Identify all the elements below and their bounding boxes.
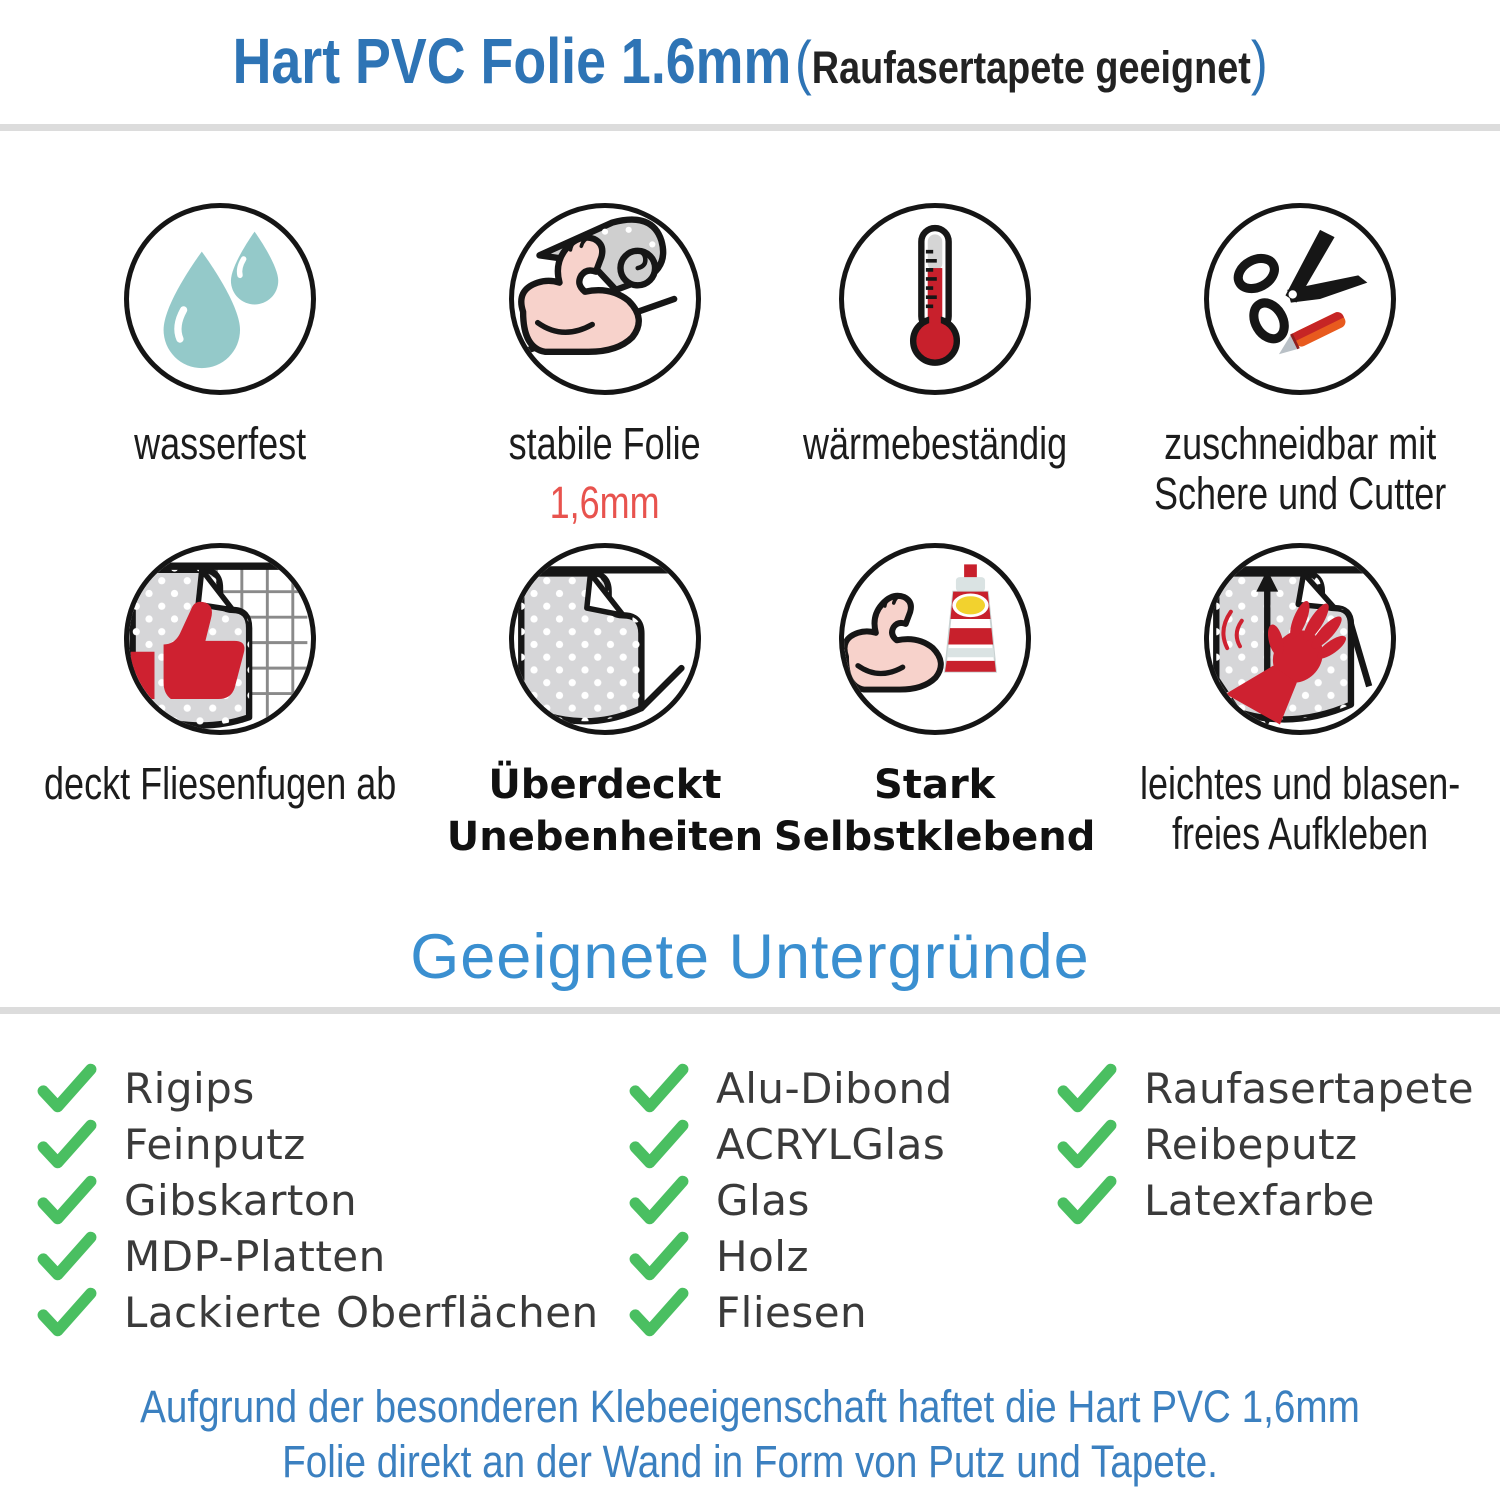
feature-label-line: Schere und Cutter bbox=[1153, 468, 1446, 520]
feature-label-line: Stark bbox=[874, 762, 996, 808]
footer-line: Aufgrund der besonderen Klebeeigenschaft haftet die Hart PVC 1,6mm bbox=[140, 1381, 1360, 1432]
feature-label bbox=[770, 419, 1100, 469]
paren-open: ( bbox=[794, 29, 812, 96]
feature-label-line: zuschneidbar mit bbox=[1163, 418, 1436, 469]
product-subtitle: Raufasertapete geeignet bbox=[811, 42, 1251, 93]
feature-label-line: Selbstklebend bbox=[773, 814, 1096, 860]
feature-label bbox=[1100, 419, 1500, 520]
feature-card-aufkleben bbox=[1100, 543, 1500, 863]
check-icon bbox=[36, 1062, 98, 1114]
substrate-item bbox=[628, 1228, 1056, 1284]
feature-icon-circle bbox=[1204, 543, 1396, 735]
header bbox=[0, 0, 1500, 98]
feature-icon-circle bbox=[839, 203, 1031, 395]
feature-card-stabile-folie bbox=[440, 203, 769, 543]
feature-card-unebenheiten bbox=[440, 543, 769, 863]
substrate-item bbox=[36, 1116, 628, 1172]
substrate-label: Latexfarbe bbox=[1144, 1175, 1375, 1225]
substrate-label: Glas bbox=[716, 1175, 810, 1225]
feature-label-line: deckt Fliesenfugen ab bbox=[44, 758, 397, 809]
feature-label bbox=[1100, 759, 1500, 860]
substrate-item bbox=[36, 1284, 628, 1340]
substrates-column-2 bbox=[628, 1060, 1056, 1340]
feature-icon-circle bbox=[509, 203, 701, 395]
water-drops-icon bbox=[129, 208, 311, 390]
thickness-value: 1,6mm bbox=[549, 477, 660, 529]
substrate-item bbox=[1056, 1172, 1500, 1228]
divider bbox=[0, 1007, 1500, 1014]
feature-icon-circle bbox=[509, 543, 701, 735]
substrate-item bbox=[1056, 1116, 1500, 1172]
substrate-label: Fliesen bbox=[716, 1287, 868, 1337]
feature-label-line: Überdeckt bbox=[488, 762, 722, 808]
substrate-label: Alu-Dibond bbox=[716, 1063, 953, 1113]
page-title bbox=[232, 24, 1267, 98]
substrate-item bbox=[1056, 1060, 1500, 1116]
feature-label-line: wärmebeständig bbox=[802, 418, 1067, 469]
substrate-label: Gibskarton bbox=[124, 1175, 358, 1225]
substrate-item bbox=[36, 1060, 628, 1116]
substrate-label: Reibeputz bbox=[1144, 1119, 1358, 1169]
substrate-label: ACRYLGlas bbox=[716, 1119, 946, 1169]
feature-icon-circle bbox=[1204, 203, 1396, 395]
scissors-cutter-icon bbox=[1209, 208, 1391, 390]
substrates-column-1 bbox=[36, 1060, 628, 1340]
feature-label-line: leichtes und blasen- bbox=[1139, 758, 1460, 809]
feature-icon-circle bbox=[124, 543, 316, 735]
substrate-item bbox=[36, 1228, 628, 1284]
check-icon bbox=[1056, 1174, 1118, 1226]
substrate-label: MDP-Platten bbox=[124, 1231, 386, 1281]
footer-line: Folie direkt an der Wand in Form von Putz und Tapete. bbox=[282, 1435, 1218, 1487]
feature-card-zuschneidbar bbox=[1100, 203, 1500, 543]
thermometer-icon bbox=[844, 208, 1026, 390]
substrate-item bbox=[628, 1172, 1056, 1228]
footer-note bbox=[0, 1380, 1500, 1490]
check-icon bbox=[1056, 1118, 1118, 1170]
product-title: Hart PVC Folie 1.6mm bbox=[232, 25, 792, 97]
substrates-column-3 bbox=[1056, 1060, 1500, 1228]
foil-fold-icon bbox=[514, 548, 696, 730]
divider bbox=[0, 124, 1500, 131]
check-icon bbox=[36, 1286, 98, 1338]
substrates-title: Geeignete Untergründe bbox=[410, 922, 1090, 992]
check-icon bbox=[36, 1230, 98, 1282]
substrate-label: Raufasertapete bbox=[1144, 1063, 1475, 1113]
substrate-label: Feinputz bbox=[124, 1119, 306, 1169]
substrate-item bbox=[36, 1172, 628, 1228]
feature-card-wasserfest bbox=[0, 203, 440, 543]
feature-card-fliesenfugen bbox=[0, 543, 440, 863]
check-icon bbox=[628, 1174, 690, 1226]
check-icon bbox=[628, 1118, 690, 1170]
feature-label bbox=[0, 759, 440, 809]
substrates-list bbox=[0, 1014, 1500, 1340]
feature-label bbox=[440, 759, 769, 863]
feature-label-line: wasserfest bbox=[134, 418, 307, 469]
check-icon bbox=[628, 1230, 690, 1282]
feature-card-selbstklebend bbox=[770, 543, 1100, 863]
check-icon bbox=[36, 1118, 98, 1170]
paren-close: ) bbox=[1250, 29, 1268, 96]
feature-icon-circle bbox=[124, 203, 316, 395]
feature-label-line: freies Aufkleben bbox=[1171, 808, 1428, 860]
feature-label-line: stabile Folie bbox=[508, 418, 701, 469]
feature-card-waermebestaendig bbox=[770, 203, 1100, 543]
feature-label-line: Unebenheiten bbox=[446, 814, 764, 860]
muscle-arm-glue-icon bbox=[844, 548, 1026, 730]
feature-label bbox=[770, 759, 1100, 863]
substrate-item bbox=[628, 1060, 1056, 1116]
feature-grid bbox=[0, 131, 1500, 863]
substrate-label: Lackierte Oberflächen bbox=[124, 1287, 599, 1337]
substrate-label: Rigips bbox=[124, 1063, 255, 1113]
check-icon bbox=[1056, 1062, 1118, 1114]
feature-icon-circle bbox=[839, 543, 1031, 735]
muscle-arm-foil-icon bbox=[514, 208, 696, 390]
hand-press-foil-icon bbox=[1209, 548, 1391, 730]
substrate-item bbox=[628, 1284, 1056, 1340]
feature-label bbox=[440, 419, 769, 469]
substrate-item bbox=[628, 1116, 1056, 1172]
check-icon bbox=[36, 1174, 98, 1226]
check-icon bbox=[628, 1286, 690, 1338]
feature-label bbox=[0, 419, 440, 469]
check-icon bbox=[628, 1062, 690, 1114]
thumbs-up-tiles-icon bbox=[129, 548, 311, 730]
substrate-label: Holz bbox=[716, 1231, 809, 1281]
